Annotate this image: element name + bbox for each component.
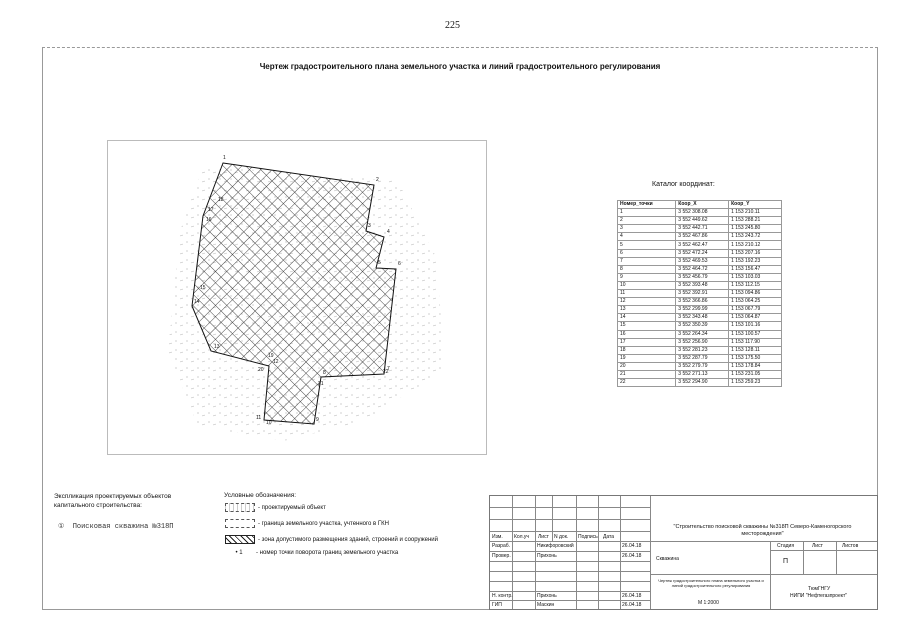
site-plan-map <box>107 140 487 455</box>
map-point-label: 21 <box>318 381 324 387</box>
map-point-label: 8 <box>323 370 326 376</box>
cell-x: 3 552 256.90 <box>676 338 729 346</box>
drawing-title: Чертеж градостроительного плана земельного участка и линий градостроительного регулирования <box>259 62 661 71</box>
stamp-sheets-header: Листов <box>842 543 859 549</box>
well-marker-icon: ① <box>58 523 65 531</box>
cell-point: 19 <box>618 354 676 362</box>
cell-x: 3 552 449.62 <box>676 217 729 225</box>
cell-y: 1 153 259.23 <box>729 379 782 387</box>
stamp-section: Скважина <box>656 556 679 562</box>
stamp-role-developer: Разраб. <box>492 543 511 549</box>
cell-y: 1 153 101.16 <box>729 322 782 330</box>
stamp-scale: М 1:2000 <box>698 600 719 606</box>
cell-y: 1 153 064.87 <box>729 314 782 322</box>
explication-title: Экспликация проектируемых объектов капитального строительства: <box>54 493 172 509</box>
table-row <box>618 346 782 354</box>
cell-x: 3 552 469.53 <box>676 257 729 265</box>
site-plan-svg <box>108 141 486 454</box>
cell-point: 14 <box>618 314 676 322</box>
cell-point: 1 <box>618 209 676 217</box>
cell-point: 7 <box>618 257 676 265</box>
title-block <box>489 495 878 610</box>
dashed-boundary-swatch-icon <box>225 519 255 528</box>
map-point-label: 7 <box>387 366 390 372</box>
cell-x: 3 552 281.23 <box>676 346 729 354</box>
cell-y: 1 153 245.80 <box>729 225 782 233</box>
cell-point: 10 <box>618 281 676 289</box>
map-point-label: 3 <box>368 223 371 229</box>
stamp-date-developer: 26.04.18 <box>622 543 642 549</box>
stamp-header-date: Дата <box>603 534 615 540</box>
table-row <box>618 322 782 330</box>
page-number: 225 <box>445 20 460 31</box>
map-point-label: 16 <box>206 217 212 223</box>
map-point-label: 10 <box>266 420 272 426</box>
cell-y: 1 153 064.25 <box>729 298 782 306</box>
cell-x: 3 552 308.08 <box>676 209 729 217</box>
table-row <box>618 233 782 241</box>
cell-y: 1 153 243.72 <box>729 233 782 241</box>
table-row <box>618 330 782 338</box>
cell-point: 17 <box>618 338 676 346</box>
map-point-label: 13 <box>214 344 220 350</box>
cell-x: 3 552 343.48 <box>676 314 729 322</box>
catalog-title: Каталог координат: <box>652 181 715 188</box>
cell-point: 22 <box>618 379 676 387</box>
cell-y: 1 153 100.57 <box>729 330 782 338</box>
column-header-point: Номер_точки <box>618 201 676 209</box>
cell-point: 16 <box>618 330 676 338</box>
stamp-header-doc: N док. <box>554 534 569 540</box>
stamp-stage-header: Стадия <box>777 543 795 549</box>
cell-y: 1 153 067.79 <box>729 306 782 314</box>
stamp-name-developer: Никифоровский <box>537 543 574 549</box>
map-point-label: 9 <box>316 417 319 423</box>
stamp-date-checker: 26.04.18 <box>622 553 642 559</box>
map-point-label: 1 <box>223 155 226 161</box>
cell-point: 12 <box>618 298 676 306</box>
cell-point: 15 <box>618 322 676 330</box>
cell-y: 1 153 128.11 <box>729 346 782 354</box>
table-row <box>618 314 782 322</box>
table-row <box>618 217 782 225</box>
cell-y: 1 153 112.15 <box>729 281 782 289</box>
legend-item-object: - проектируемый объект <box>225 503 326 512</box>
cell-x: 3 552 279.79 <box>676 362 729 370</box>
stamp-header-signature: Подпись <box>578 534 598 540</box>
stamp-project-name: "Строительство поисковой скважины №318П Северо-Каменогорского месторождения" <box>673 524 852 537</box>
cell-y: 1 153 094.86 <box>729 290 782 298</box>
table-row <box>618 225 782 233</box>
cell-point: 6 <box>618 249 676 257</box>
cell-x: 3 552 467.86 <box>676 233 729 241</box>
legend-item-zone: - зона допустимого размещения зданий, строений и сооружений <box>225 535 438 544</box>
table-row <box>618 306 782 314</box>
cell-x: 3 552 393.48 <box>676 281 729 289</box>
table-row <box>618 265 782 273</box>
table-row <box>618 370 782 378</box>
cell-x: 3 552 264.34 <box>676 330 729 338</box>
table-row <box>618 209 782 217</box>
explication-item <box>58 522 174 531</box>
stamp-organization: ТюмГНГУ <box>808 586 831 592</box>
cell-y: 1 153 178.84 <box>729 362 782 370</box>
stamp-date-chief-engineer: 26.04.18 <box>622 602 642 608</box>
cell-x: 3 552 350.39 <box>676 322 729 330</box>
stamp-institute: НИПИ "Нефтегазпроект" <box>790 593 848 599</box>
cell-point: 8 <box>618 265 676 273</box>
column-header-x: Коор_X <box>676 201 729 209</box>
cell-x: 3 552 464.72 <box>676 265 729 273</box>
cell-y: 1 153 192.23 <box>729 257 782 265</box>
stamp-sheet-header: Лист <box>812 543 823 549</box>
map-point-label: 17 <box>208 207 214 213</box>
cell-y: 1 153 231.05 <box>729 370 782 378</box>
cell-point: 4 <box>618 233 676 241</box>
stamp-role-norm-control: Н. контр. <box>492 593 513 599</box>
cell-x: 3 552 392.91 <box>676 290 729 298</box>
stamp-stage: П <box>783 558 789 565</box>
cell-point: 21 <box>618 370 676 378</box>
map-point-label: 18 <box>218 197 224 203</box>
map-point-label: 12 <box>273 359 279 365</box>
cell-x: 3 552 287.79 <box>676 354 729 362</box>
map-point-label: 5 <box>378 260 381 266</box>
stamp-header-count: Кол.уч <box>514 534 529 540</box>
cell-y: 1 153 210.12 <box>729 241 782 249</box>
legend-item-boundary: - граница земельного участка, учтенного в ГКН <box>225 519 389 528</box>
stamp-header-sheet: Лист <box>538 534 549 540</box>
cell-point: 3 <box>618 225 676 233</box>
cell-y: 1 153 175.50 <box>729 354 782 362</box>
map-point-label: 6 <box>398 261 401 267</box>
cell-x: 3 552 442.71 <box>676 225 729 233</box>
cell-y: 1 153 103.03 <box>729 273 782 281</box>
cell-point: 2 <box>618 217 676 225</box>
cell-y: 1 153 156.47 <box>729 265 782 273</box>
coordinates-table <box>617 200 782 387</box>
cell-x: 3 552 366.86 <box>676 298 729 306</box>
table-row <box>618 298 782 306</box>
table-row <box>618 249 782 257</box>
cell-x: 3 552 472.24 <box>676 249 729 257</box>
table-row <box>618 362 782 370</box>
legend-title: Условные обозначения: <box>224 492 297 499</box>
explication-item-label: Поисковая скважина №318П <box>72 523 174 531</box>
cell-point: 18 <box>618 346 676 354</box>
point-symbol-icon: • 1 <box>235 550 243 556</box>
map-point-label: 22 <box>383 369 389 375</box>
cell-x: 3 552 271.13 <box>676 370 729 378</box>
stamp-role-chief-engineer: ГИП <box>492 602 502 608</box>
cell-y: 1 153 117.90 <box>729 338 782 346</box>
cell-y: 1 153 210.11 <box>729 209 782 217</box>
map-point-label: 19 <box>268 353 274 359</box>
stamp-name-norm-control: Прихонь <box>537 593 557 599</box>
table-row <box>618 338 782 346</box>
cell-x: 3 552 299.99 <box>676 306 729 314</box>
table-row <box>618 290 782 298</box>
table-row <box>618 257 782 265</box>
cell-x: 3 552 456.79 <box>676 273 729 281</box>
stamp-name-checker: Прихонь <box>537 553 557 559</box>
table-row <box>618 273 782 281</box>
cell-y: 1 153 207.16 <box>729 249 782 257</box>
hatched-zone-swatch-icon <box>225 535 255 544</box>
cell-point: 13 <box>618 306 676 314</box>
cell-point: 5 <box>618 241 676 249</box>
stamp-role-checker: Провер. <box>492 553 511 559</box>
stamp-name-chief-engineer: Маскин <box>537 602 555 608</box>
stamp-header-change: Изм. <box>492 534 503 540</box>
map-point-label: 14 <box>194 299 200 305</box>
table-row <box>618 354 782 362</box>
cell-x: 3 552 462.47 <box>676 241 729 249</box>
cell-point: 9 <box>618 273 676 281</box>
map-point-label: 20 <box>258 367 264 373</box>
cell-y: 1 153 288.21 <box>729 217 782 225</box>
cell-point: 11 <box>618 290 676 298</box>
cell-x: 3 552 294.90 <box>676 379 729 387</box>
column-header-y: Коор_Y <box>729 201 782 209</box>
table-row <box>618 281 782 289</box>
map-point-label: 11 <box>256 415 262 421</box>
table-row <box>618 379 782 387</box>
cell-point: 20 <box>618 362 676 370</box>
map-point-label: 15 <box>200 285 206 291</box>
map-point-label: 4 <box>387 229 390 235</box>
legend-item-point: • 1 - номер точки поворота границ земельного участка <box>225 550 398 556</box>
map-point-label: 2 <box>376 177 379 183</box>
stamp-date-norm-control: 26.04.18 <box>622 593 642 599</box>
dotted-fill-swatch-icon <box>225 503 255 512</box>
table-row <box>618 241 782 249</box>
stamp-drawing-name: Чертеж градостроительного плана земельного участка и линий градостроительного регулирования <box>658 578 764 588</box>
